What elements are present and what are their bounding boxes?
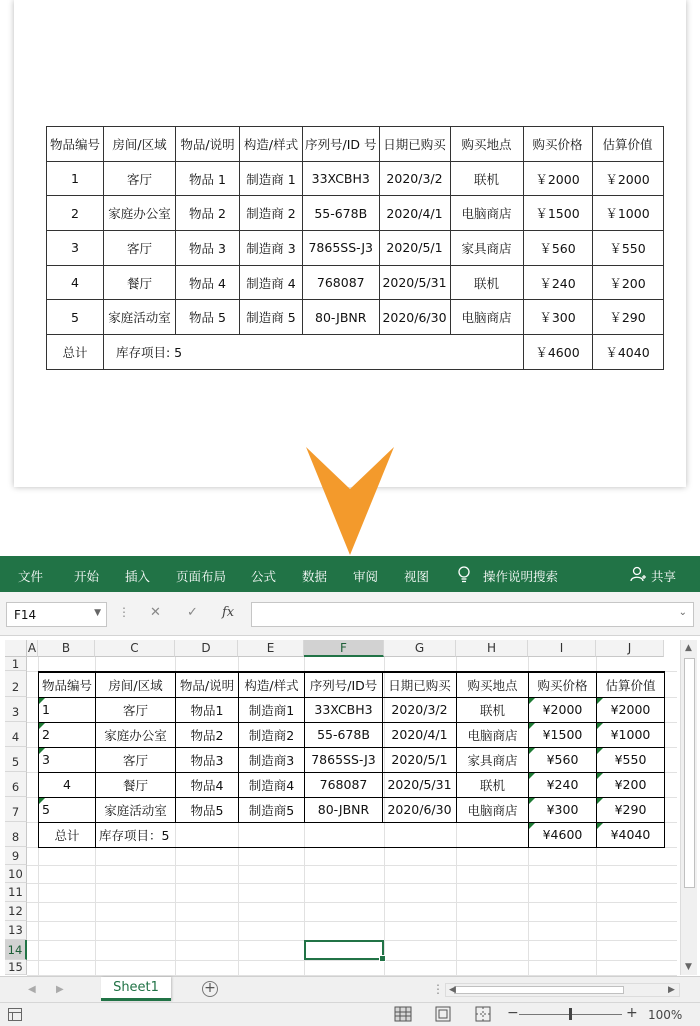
table-cell[interactable]: 3 [39,747,96,772]
doc-header-cell: 构造/样式 [240,127,303,162]
table-cell[interactable]: 7865SS-J3 [305,747,383,772]
column-header-i[interactable]: I [528,640,596,657]
row-header-15[interactable]: 15 [5,960,27,975]
doc-total-label: 总计 [47,335,104,370]
doc-cell: 物品 5 [176,300,240,335]
gridline [27,865,677,866]
doc-cell: ￥560 [523,231,592,266]
macro-record-icon[interactable] [8,1008,22,1021]
doc-cell: 制造商 4 [240,265,303,300]
table-cell[interactable]: 2020/5/1 [383,747,457,772]
doc-cell: ￥2000 [523,161,592,196]
doc-cell: ￥1000 [592,196,663,231]
formula-bar [0,592,700,636]
document-table [46,126,664,370]
table-cell[interactable]: 768087 [305,772,383,797]
header-row [39,672,665,697]
doc-cell: 物品 2 [176,196,240,231]
total-inventory[interactable]: 库存项目：5 [96,822,529,847]
table-cell[interactable]: ¥1000 [597,722,665,747]
doc-cell: 家具商店 [450,231,523,266]
name-box[interactable] [6,602,107,627]
zoom-in-button[interactable]: + [626,1005,638,1021]
row-header-13[interactable]: 13 [5,921,27,940]
doc-table-row [47,196,664,231]
doc-cell: 2020/5/1 [379,231,450,266]
table-cell[interactable]: 家具商店 [457,747,529,772]
doc-cell: 7865SS-J3 [303,231,380,266]
total-purchase[interactable]: ¥4600 [529,822,597,847]
table-cell[interactable]: 联机 [457,697,529,722]
zoom-slider-thumb[interactable] [569,1008,572,1020]
table-cell[interactable]: 电脑商店 [457,722,529,747]
row-header-12[interactable]: 12 [5,902,27,921]
table-cell[interactable]: 物品4 [176,772,239,797]
doc-cell: 2020/4/1 [379,196,450,231]
doc-total-row [47,335,664,370]
table-cell[interactable]: 物品5 [176,797,239,822]
tab-scroll-right-icon[interactable]: ▶ [56,984,64,995]
doc-cell: 2 [47,196,104,231]
scroll-up-icon[interactable]: ▲ [685,643,692,653]
table-cell[interactable]: 客厅 [96,697,176,722]
vertical-scroll-thumb[interactable] [684,658,695,888]
total-estimate[interactable]: ¥4040 [597,822,665,847]
doc-cell: 联机 [450,161,523,196]
table-cell[interactable]: 2 [39,722,96,747]
splitter-icon[interactable]: ⋮ [432,982,444,996]
table-row [39,697,665,722]
row-header-2[interactable]: 2 [5,671,27,697]
doc-header-cell: 序列号/ID 号 [303,127,380,162]
doc-total-purchase: ￥4600 [523,335,592,370]
table-row [39,747,665,772]
table-cell[interactable]: ¥2000 [597,697,665,722]
doc-cell: ￥1500 [523,196,592,231]
page-break-view-icon[interactable] [474,1006,492,1022]
add-sheet-button[interactable]: + [202,981,218,997]
tab-view[interactable]: 视图 [404,569,430,584]
table-cell[interactable]: ¥290 [597,797,665,822]
table-cell[interactable]: 电脑商店 [457,797,529,822]
column-header-g[interactable]: G [384,640,456,657]
doc-cell: 家庭活动室 [104,300,176,335]
total-row [39,822,665,847]
row-header-1[interactable]: 1 [5,657,27,671]
doc-cell: 制造商 2 [240,196,303,231]
share-button[interactable]: 共享 [651,569,677,584]
doc-cell: 物品 1 [176,161,240,196]
doc-header-cell: 日期已购买 [379,127,450,162]
doc-cell: 2020/3/2 [379,161,450,196]
inventory-table [38,671,665,848]
tab-scroll-left-icon[interactable]: ◀ [28,984,36,995]
doc-cell: 55-678B [303,196,380,231]
expand-chevron-icon[interactable]: ⌄ [678,607,687,618]
down-arrow-icon [300,445,400,557]
doc-header-cell: 房间/区域 [104,127,176,162]
tab-page-layout[interactable]: 页面布局 [176,569,227,584]
doc-header-cell: 购买地点 [450,127,523,162]
table-cell[interactable]: 制造商2 [239,722,305,747]
table-cell[interactable]: 制造商4 [239,772,305,797]
table-cell[interactable]: ¥550 [597,747,665,772]
doc-table-row [47,300,664,335]
doc-cell: 电脑商店 [450,196,523,231]
row-header-3[interactable]: 3 [5,697,27,722]
doc-cell: 2020/5/31 [379,265,450,300]
table-cell[interactable]: 制造商3 [239,747,305,772]
document-preview [14,0,686,487]
doc-cell: 制造商 5 [240,300,303,335]
table-cell[interactable]: 55-678B [305,722,383,747]
doc-cell: 5 [47,300,104,335]
column-header-j[interactable]: J [596,640,664,657]
doc-cell: 33XCBH3 [303,161,380,196]
doc-table-row [47,231,664,266]
doc-cell: 1 [47,161,104,196]
scroll-down-icon[interactable]: ▼ [685,962,692,972]
table-cell[interactable]: 33XCBH3 [305,697,383,722]
more-options-icon: ⋮ [118,605,130,619]
column-header-a[interactable]: A [27,641,37,655]
table-cell[interactable]: 5 [39,797,96,822]
table-cell[interactable]: 80-JBNR [305,797,383,822]
doc-cell: 3 [47,231,104,266]
fx-icon[interactable]: fx [222,605,235,620]
doc-cell: 电脑商店 [450,300,523,335]
doc-cell: ￥2000 [592,161,663,196]
vertical-scrollbar[interactable] [680,640,697,975]
column-header-f[interactable]: F [304,640,384,657]
table-row [39,772,665,797]
tab-home[interactable]: 开始 [74,569,100,584]
row-header-10[interactable]: 10 [5,865,27,883]
doc-cell: 制造商 3 [240,231,303,266]
confirm-icon[interactable]: ✓ [187,605,198,620]
table-cell[interactable]: 物品2 [176,722,239,747]
doc-header-cell: 估算价值 [592,127,663,162]
row-header-6[interactable]: 6 [5,772,27,797]
scroll-right-icon[interactable]: ▶ [668,985,675,995]
row-header-8[interactable]: 8 [5,822,27,847]
arrow-shape [306,447,394,555]
table-cell[interactable]: ¥300 [529,797,597,822]
name-box-value: F14 [14,608,37,622]
header-cell[interactable]: 物品编号 [39,672,96,697]
gridline [27,921,677,922]
doc-cell: 餐厅 [104,265,176,300]
row-header-5[interactable]: 5 [5,747,27,772]
column-header-b[interactable]: B [38,640,95,657]
table-cell[interactable]: 2020/6/30 [383,797,457,822]
table-cell[interactable]: ¥1500 [529,722,597,747]
gridline [27,883,677,884]
row-header-14[interactable]: 14 [5,940,27,960]
table-cell[interactable]: 制造商1 [239,697,305,722]
row-header-4[interactable]: 4 [5,722,27,747]
table-cell[interactable]: 联机 [457,772,529,797]
doc-cell: 2020/6/30 [379,300,450,335]
doc-cell: ￥290 [592,300,663,335]
tab-review[interactable]: 审阅 [353,569,379,584]
doc-cell: ￥300 [523,300,592,335]
column-header-c[interactable]: C [95,640,175,657]
doc-cell: 联机 [450,265,523,300]
tell-me-search[interactable]: 操作说明搜索 [483,569,559,584]
doc-cell: 768087 [303,265,380,300]
gridline [27,960,677,961]
gridline [27,902,677,903]
doc-cell: 4 [47,265,104,300]
table-cell[interactable]: 2020/5/31 [383,772,457,797]
header-cell[interactable]: 序列号/ID号 [305,672,383,697]
header-cell[interactable]: 日期已购买 [383,672,457,697]
table-cell[interactable]: ¥2000 [529,697,597,722]
header-cell[interactable]: 房间/区域 [96,672,176,697]
table-cell[interactable]: 物品3 [176,747,239,772]
header-cell[interactable]: 估算价值 [597,672,665,697]
cancel-icon[interactable]: ✕ [150,605,161,620]
person-icon[interactable] [630,566,646,582]
tab-file[interactable]: 文件 [18,569,44,584]
doc-cell: 家庭办公室 [104,196,176,231]
table-cell[interactable]: 制造商5 [239,797,305,822]
header-cell[interactable]: 购买价格 [529,672,597,697]
doc-cell: ￥200 [592,265,663,300]
page-layout-view-icon[interactable] [434,1006,452,1022]
doc-table-row [47,161,664,196]
horizontal-scroll-thumb[interactable] [454,986,624,994]
header-cell[interactable]: 构造/样式 [239,672,305,697]
lightbulb-icon[interactable] [456,565,472,583]
table-row [39,722,665,747]
doc-header-cell: 购买价格 [523,127,592,162]
column-header-d[interactable]: D [175,640,238,657]
scroll-left-icon[interactable]: ◀ [449,985,456,995]
doc-cell: 80-JBNR [303,300,380,335]
zoom-level[interactable]: 100% [648,1008,683,1022]
table-cell[interactable]: ¥200 [597,772,665,797]
table-cell[interactable]: 2020/4/1 [383,722,457,747]
doc-cell: 客厅 [104,161,176,196]
doc-cell: ￥550 [592,231,663,266]
table-cell[interactable]: ¥240 [529,772,597,797]
table-cell[interactable]: 客厅 [96,747,176,772]
status-bar [0,1002,700,1026]
doc-cell: 物品 3 [176,231,240,266]
header-cell[interactable]: 物品/说明 [176,672,239,697]
total-label[interactable]: 总计 [39,822,96,847]
ribbon-bar [0,556,700,592]
normal-view-icon[interactable] [394,1006,412,1022]
doc-header-cell: 物品/说明 [176,127,240,162]
table-cell[interactable]: 1 [39,697,96,722]
doc-table-row [47,265,664,300]
tab-formulas[interactable]: 公式 [251,569,277,584]
table-cell[interactable]: 餐厅 [96,772,176,797]
column-header-h[interactable]: H [456,640,528,657]
doc-header-row [47,127,664,162]
table-cell[interactable]: 家庭活动室 [96,797,176,822]
row-header-7[interactable]: 7 [5,797,27,822]
doc-total-estimate: ￥4040 [592,335,663,370]
sheet-tab-bar [0,976,700,1002]
row-header-9[interactable]: 9 [5,847,27,865]
header-cell[interactable]: 购买地点 [457,672,529,697]
tab-data[interactable]: 数据 [302,569,328,584]
zoom-out-button[interactable]: − [507,1005,519,1021]
doc-cell: ￥240 [523,265,592,300]
doc-cell: 物品 4 [176,265,240,300]
row-header-11[interactable]: 11 [5,883,27,902]
table-row [39,797,665,822]
table-cell[interactable]: 2020/3/2 [383,697,457,722]
doc-header-cell: 物品编号 [47,127,104,162]
tab-insert[interactable]: 插入 [125,569,151,584]
select-all-corner[interactable] [5,640,27,657]
doc-cell: 客厅 [104,231,176,266]
formula-input[interactable] [251,602,694,627]
active-cell-f14[interactable] [304,940,384,960]
doc-cell: 制造商 1 [240,161,303,196]
table-cell[interactable]: 物品1 [176,697,239,722]
doc-total-inventory: 库存项目: 5 [104,335,524,370]
table-cell[interactable]: 家庭办公室 [96,722,176,747]
table-cell[interactable]: 4 [39,772,96,797]
horizontal-scrollbar[interactable] [445,983,680,997]
sheet-tab-sheet1[interactable]: Sheet1 [101,977,171,1001]
table-cell[interactable]: ¥560 [529,747,597,772]
column-header-e[interactable]: E [238,640,304,657]
chevron-down-icon[interactable]: ▼ [94,608,101,618]
